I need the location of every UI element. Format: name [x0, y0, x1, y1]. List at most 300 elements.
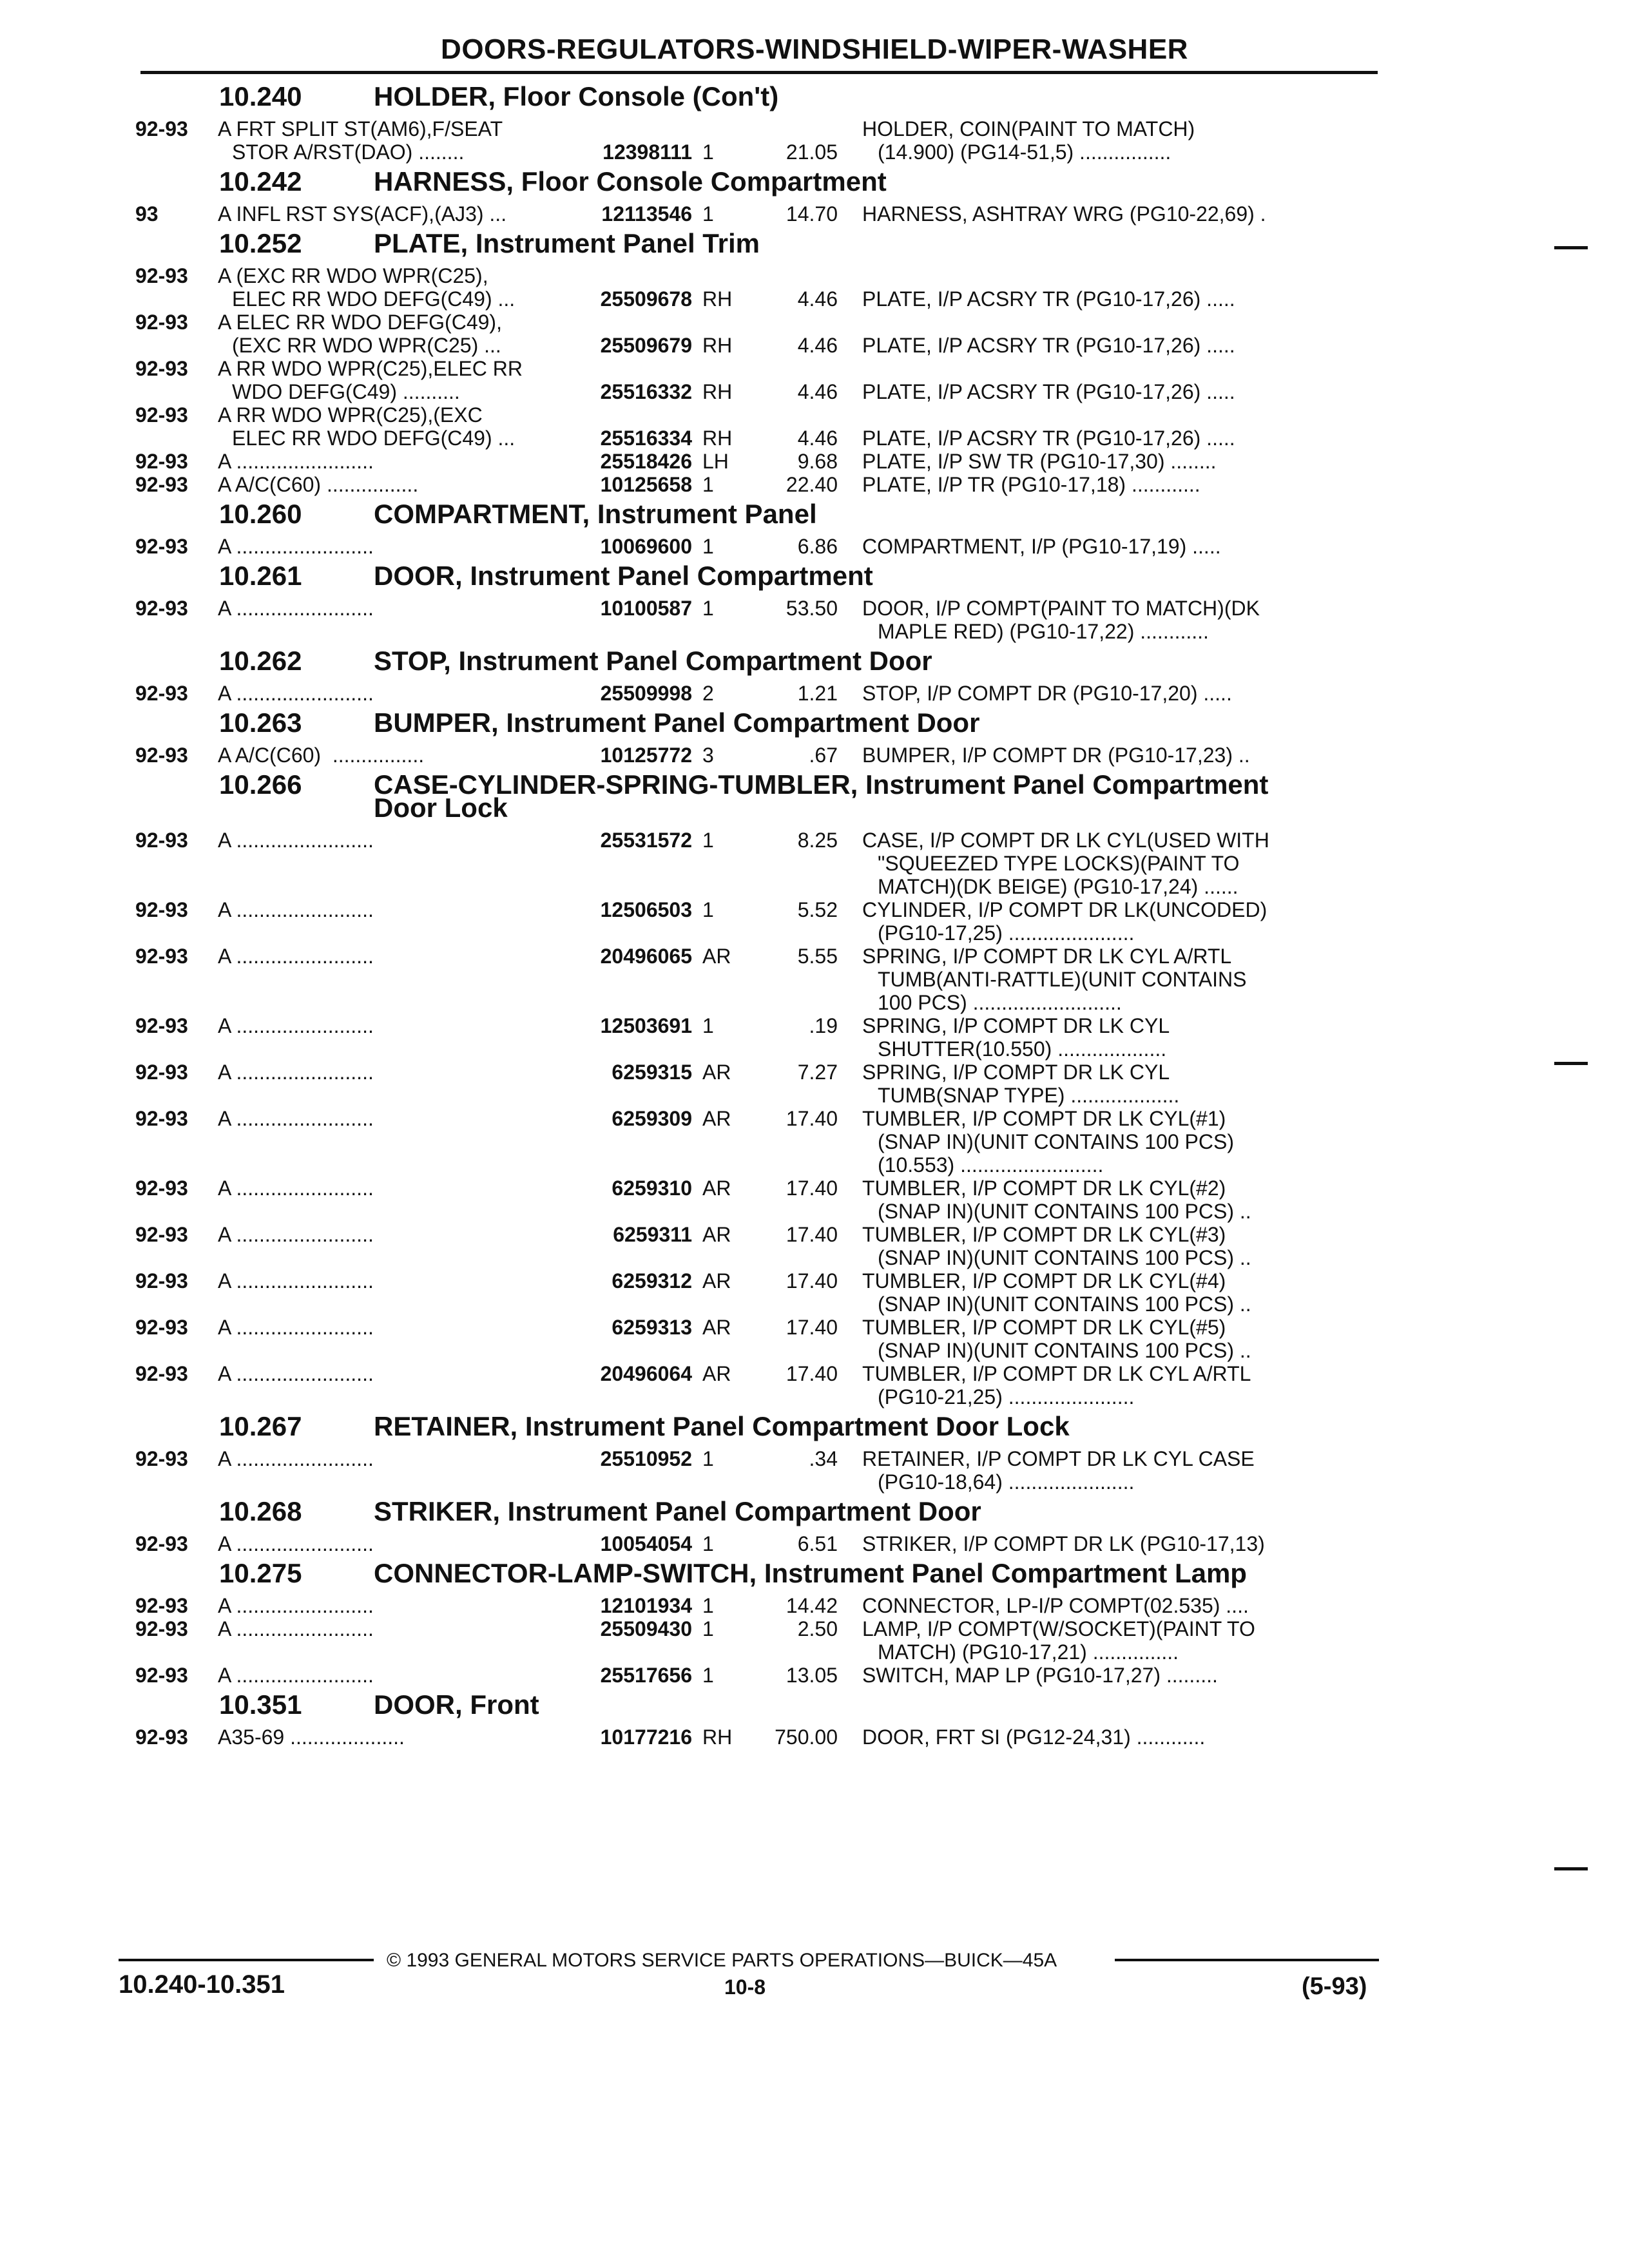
part-number: 6259311: [613, 1223, 692, 1246]
quantity: AR: [702, 1107, 731, 1130]
section-heading: [135, 1555, 1379, 1594]
usage-description: [218, 473, 566, 496]
part-name-line: RETAINER, I/P COMPT DR LK CYL CASE: [862, 1447, 1255, 1470]
part-number: 25516332: [600, 380, 692, 403]
usage-description: [218, 1177, 566, 1223]
part-name-line: CASE, I/P COMPT DR LK CYL(USED WITH: [862, 829, 1269, 852]
section-number: 10.267: [219, 1411, 302, 1441]
part-entry: [135, 264, 1379, 311]
list-price: 53.50: [786, 597, 838, 620]
part-entry: [135, 1107, 1379, 1177]
usage-description: [218, 945, 566, 1014]
list-price: .34: [809, 1447, 838, 1470]
footer-revision-date: (5-93): [1302, 1973, 1367, 2000]
part-name: [862, 1447, 1379, 1494]
list-price: 21.05: [786, 140, 838, 164]
part-name: [862, 450, 1379, 473]
model-years: 92-93: [135, 744, 188, 767]
part-name-line: TUMBLER, I/P COMPT DR LK CYL(#1): [862, 1107, 1226, 1130]
usage-description: [218, 1617, 566, 1664]
part-name: [862, 1725, 1379, 1749]
section-title: HOLDER, Floor Console (Con't): [374, 81, 779, 111]
part-name-line: STOP, I/P COMPT DR (PG10-17,20) .....: [862, 682, 1232, 705]
list-price: 9.68: [797, 450, 838, 473]
part-name-line: BUMPER, I/P COMPT DR (PG10-17,23) ..: [862, 744, 1250, 767]
part-name: [862, 1532, 1379, 1555]
model-years: 92-93: [135, 403, 188, 427]
section-title-line: CASE-CYLINDER-SPRING-TUMBLER, Instrument Panel Compartment: [374, 769, 1269, 800]
section-title: PLATE, Instrument Panel Trim: [374, 228, 760, 258]
part-name-line: TUMBLER, I/P COMPT DR LK CYL(#3): [862, 1223, 1226, 1246]
usage-line: A ........................: [218, 1316, 374, 1339]
usage-line: A ........................: [218, 829, 374, 852]
part-entry: [135, 1177, 1379, 1223]
part-name: [862, 357, 1379, 403]
section-number: 10.242: [219, 166, 302, 197]
usage-description: [218, 357, 566, 403]
part-name-line: [862, 403, 1379, 427]
usage-description: [218, 403, 566, 450]
list-price: 17.40: [786, 1316, 838, 1339]
part-number: 25509678: [600, 287, 692, 311]
part-number: 10054054: [600, 1532, 692, 1555]
model-years: 92-93: [135, 945, 188, 968]
part-number: 6259315: [612, 1061, 692, 1084]
part-name-line: PLATE, I/P ACSRY TR (PG10-17,26) .....: [862, 287, 1235, 311]
list-price: 6.86: [797, 535, 838, 558]
usage-description: [218, 1725, 566, 1749]
part-name-line: TUMBLER, I/P COMPT DR LK CYL(#4): [862, 1269, 1226, 1293]
list-price: 1.21: [797, 682, 838, 705]
list-price: 17.40: [786, 1362, 838, 1385]
model-years: 92-93: [135, 1447, 188, 1470]
quantity: 2: [702, 682, 714, 705]
list-price: .67: [809, 744, 838, 767]
part-name-line: (PG10-18,64) ......................: [878, 1470, 1135, 1494]
part-name-line: MATCH) (PG10-17,21) ...............: [878, 1640, 1179, 1664]
usage-line: A RR WDO WPR(C25),ELEC RR: [218, 357, 523, 380]
part-entry: [135, 1316, 1379, 1362]
model-years: 92-93: [135, 1014, 188, 1037]
usage-description: [218, 597, 566, 643]
part-entry: [135, 1447, 1379, 1494]
part-number: 25531572: [600, 829, 692, 852]
part-number: 20496064: [600, 1362, 692, 1385]
usage-description: [218, 450, 566, 473]
section-heading: [135, 1494, 1379, 1532]
list-price: 4.46: [797, 287, 838, 311]
list-price: .19: [809, 1014, 838, 1037]
list-price: 17.40: [786, 1107, 838, 1130]
part-name-line: "SQUEEZED TYPE LOCKS)(PAINT TO: [878, 852, 1240, 875]
usage-line: A ........................: [218, 682, 374, 705]
model-years: 92-93: [135, 597, 188, 620]
part-name-line: MATCH)(DK BEIGE) (PG10-17,24) ......: [878, 875, 1239, 898]
part-name: [862, 597, 1379, 643]
usage-description: [218, 898, 566, 945]
part-name-line: (14.900) (PG14-51,5) ................: [878, 140, 1171, 164]
part-name-line: SPRING, I/P COMPT DR LK CYL A/RTL: [862, 945, 1232, 968]
part-name: [862, 1617, 1379, 1664]
usage-line: A ELEC RR WDO DEFG(C49),: [218, 311, 502, 334]
part-name-line: DOOR, FRT SI (PG12-24,31) ............: [862, 1725, 1206, 1749]
usage-description: [218, 1316, 566, 1362]
part-number: 25518426: [600, 450, 692, 473]
model-years: 92-93: [135, 1594, 188, 1617]
quantity: RH: [702, 1725, 733, 1749]
section-heading: [135, 767, 1379, 829]
part-name: [862, 202, 1379, 226]
part-name: [862, 1061, 1379, 1107]
section-title-line: Door Lock: [374, 793, 508, 823]
model-years: 92-93: [135, 1177, 188, 1200]
part-name: [862, 311, 1379, 357]
section-title: DOOR, Front: [374, 1689, 539, 1720]
quantity: RH: [702, 380, 733, 403]
part-number: 12506503: [600, 898, 692, 921]
list-price: 5.55: [797, 945, 838, 968]
part-entry: [135, 945, 1379, 1014]
part-name-line: (PG10-21,25) ......................: [878, 1385, 1135, 1408]
footer-copyright: © 1993 GENERAL MOTORS SERVICE PARTS OPERATIONS—BUICK—45A: [387, 1950, 1057, 1971]
part-entry: [135, 597, 1379, 643]
section-heading: [135, 558, 1379, 597]
section-heading: [135, 643, 1379, 682]
part-name: [862, 473, 1379, 496]
usage-line: A ........................: [218, 1223, 374, 1246]
quantity: 3: [702, 744, 714, 767]
part-name-line: (PG10-17,25) ......................: [878, 921, 1135, 945]
quantity: 1: [702, 898, 714, 921]
part-name: [862, 264, 1379, 311]
part-name-line: [862, 311, 1379, 334]
usage-description: [218, 311, 566, 357]
usage-line: STOR A/RST(DAO) ........: [232, 140, 465, 164]
parts-listing: [135, 79, 1379, 1749]
part-name-line: [862, 264, 1379, 287]
section-number: 10.252: [219, 228, 302, 258]
part-entry: [135, 1014, 1379, 1061]
section-number: 10.275: [219, 1558, 302, 1588]
list-price: 6.51: [797, 1532, 838, 1555]
model-years: 92-93: [135, 1269, 188, 1293]
footer-rule-right: [1115, 1959, 1379, 1961]
usage-line: A ........................: [218, 1362, 374, 1385]
model-years: 92-93: [135, 450, 188, 473]
part-number: 6259313: [612, 1316, 692, 1339]
part-number: 10125772: [600, 744, 692, 767]
quantity: AR: [702, 1362, 731, 1385]
usage-line: A ........................: [218, 1107, 374, 1130]
usage-line: A ........................: [218, 1177, 374, 1200]
usage-description: [218, 829, 566, 898]
part-entry: [135, 744, 1379, 767]
part-number: 12398111: [602, 140, 692, 164]
part-number: 10100587: [600, 597, 692, 620]
quantity: RH: [702, 334, 733, 357]
model-years: 92-93: [135, 473, 188, 496]
part-name-line: (SNAP IN)(UNIT CONTAINS 100 PCS) ..: [878, 1339, 1251, 1362]
part-entry: [135, 682, 1379, 705]
section-heading: [135, 1687, 1379, 1725]
part-number: 12113546: [601, 202, 692, 226]
model-years: 92-93: [135, 1617, 188, 1640]
section-title: DOOR, Instrument Panel Compartment: [374, 561, 873, 591]
part-name-line: (SNAP IN)(UNIT CONTAINS 100 PCS) ..: [878, 1200, 1251, 1223]
section-number: 10.351: [219, 1689, 302, 1720]
header-rule: [140, 71, 1378, 74]
usage-description: [218, 682, 566, 705]
section-title: BUMPER, Instrument Panel Compartment Door: [374, 707, 980, 738]
quantity: AR: [702, 1223, 731, 1246]
margin-mark: [1554, 1867, 1588, 1870]
quantity: 1: [702, 1617, 714, 1640]
part-name: [862, 1014, 1379, 1061]
part-name: [862, 1107, 1379, 1177]
usage-line: A ........................: [218, 597, 374, 620]
usage-line: A ........................: [218, 1447, 374, 1470]
part-name-line: (SNAP IN)(UNIT CONTAINS 100 PCS): [878, 1130, 1234, 1153]
usage-line: A ........................: [218, 898, 374, 921]
quantity: 1: [702, 1532, 714, 1555]
part-number: 25509679: [600, 334, 692, 357]
part-number: 20496065: [600, 945, 692, 968]
usage-line: A ........................: [218, 1532, 374, 1555]
part-name-line: 100 PCS) ..........................: [878, 991, 1122, 1014]
section-number: 10.240: [219, 81, 302, 111]
part-name: [862, 829, 1379, 898]
part-name-line: PLATE, I/P TR (PG10-17,18) ............: [862, 473, 1200, 496]
part-name-line: DOOR, I/P COMPT(PAINT TO MATCH)(DK: [862, 597, 1260, 620]
part-name-line: TUMB(ANTI-RATTLE)(UNIT CONTAINS: [878, 968, 1247, 991]
quantity: 1: [702, 535, 714, 558]
list-price: 2.50: [797, 1617, 838, 1640]
part-number: 25517656: [600, 1664, 692, 1687]
footer-section-range: 10.240-10.351: [119, 1970, 285, 1999]
model-years: 92-93: [135, 1362, 188, 1385]
page-header: DOORS-REGULATORS-WINDSHIELD-WIPER-WASHER: [441, 34, 1188, 65]
part-name-line: LAMP, I/P COMPT(W/SOCKET)(PAINT TO: [862, 1617, 1255, 1640]
model-years: 92-93: [135, 1725, 188, 1749]
part-entry: [135, 1362, 1379, 1408]
part-name-line: (10.553) .........................: [878, 1153, 1104, 1177]
section-number: 10.263: [219, 707, 302, 738]
usage-description: [218, 1014, 566, 1061]
part-number: 25516334: [600, 427, 692, 450]
usage-description: [218, 744, 566, 767]
part-number: 6259310: [612, 1177, 692, 1200]
part-name-line: CYLINDER, I/P COMPT DR LK(UNCODED): [862, 898, 1268, 921]
part-entry: [135, 357, 1379, 403]
model-years: 92-93: [135, 1223, 188, 1246]
section-heading: [135, 79, 1379, 117]
quantity: RH: [702, 287, 733, 311]
part-number: 25509430: [600, 1617, 692, 1640]
quantity: AR: [702, 1177, 731, 1200]
list-price: 8.25: [797, 829, 838, 852]
quantity: 1: [702, 1014, 714, 1037]
part-entry: [135, 1223, 1379, 1269]
part-name: [862, 1316, 1379, 1362]
part-name: [862, 682, 1379, 705]
model-years: 92-93: [135, 1107, 188, 1130]
usage-description: [218, 1061, 566, 1107]
part-name-line: SHUTTER(10.550) ...................: [878, 1037, 1167, 1061]
usage-description: [218, 1362, 566, 1408]
part-name-line: CONNECTOR, LP-I/P COMPT(02.535) ....: [862, 1594, 1249, 1617]
model-years: 92-93: [135, 829, 188, 852]
part-name-line: SWITCH, MAP LP (PG10-17,27) .........: [862, 1664, 1218, 1687]
usage-line: ELEC RR WDO DEFG(C49) ...: [232, 427, 516, 450]
part-name-line: TUMBLER, I/P COMPT DR LK CYL(#2): [862, 1177, 1226, 1200]
part-name-line: (SNAP IN)(UNIT CONTAINS 100 PCS) ..: [878, 1293, 1251, 1316]
part-entry: [135, 898, 1379, 945]
part-entry: [135, 202, 1379, 226]
section-title: CONNECTOR-LAMP-SWITCH, Instrument Panel Compartment Lamp: [374, 1558, 1247, 1588]
part-entry: [135, 117, 1379, 164]
usage-line: A A/C(C60) ................: [218, 473, 419, 496]
section-heading: [135, 164, 1379, 202]
usage-line: ELEC RR WDO DEFG(C49) ...: [232, 287, 516, 311]
part-number: 6259312: [612, 1269, 692, 1293]
part-number: 25509998: [600, 682, 692, 705]
quantity: 1: [702, 1447, 714, 1470]
list-price: 5.52: [797, 898, 838, 921]
list-price: 13.05: [786, 1664, 838, 1687]
usage-line: A ........................: [218, 1014, 374, 1037]
quantity: LH: [702, 450, 729, 473]
quantity: AR: [702, 945, 731, 968]
part-name-line: TUMBLER, I/P COMPT DR LK CYL A/RTL: [862, 1362, 1251, 1385]
part-number: 6259309: [612, 1107, 692, 1130]
usage-description: [218, 1447, 566, 1494]
usage-line: A INFL RST SYS(ACF),(AJ3) ...: [218, 202, 507, 226]
part-number: 25510952: [600, 1447, 692, 1470]
part-name: [862, 945, 1379, 1014]
part-number: 10177216: [600, 1725, 692, 1749]
section-number: 10.260: [219, 499, 302, 529]
part-number: 10125658: [600, 473, 692, 496]
footer-rule-left: [119, 1959, 374, 1961]
quantity: 1: [702, 1664, 714, 1687]
part-entry: [135, 535, 1379, 558]
usage-line: A ........................: [218, 1269, 374, 1293]
quantity: 1: [702, 597, 714, 620]
list-price: 4.46: [797, 334, 838, 357]
part-entry: [135, 311, 1379, 357]
part-name-line: (SNAP IN)(UNIT CONTAINS 100 PCS) ..: [878, 1246, 1251, 1269]
section-title: [374, 769, 1379, 823]
part-name: [862, 1177, 1379, 1223]
list-price: 14.70: [786, 202, 838, 226]
part-name-line: STRIKER, I/P COMPT DR LK (PG10-17,13): [862, 1532, 1265, 1555]
usage-line: A (EXC RR WDO WPR(C25),: [218, 264, 488, 287]
list-price: 17.40: [786, 1269, 838, 1293]
section-number: 10.261: [219, 561, 302, 591]
usage-line: A35-69 ....................: [218, 1725, 405, 1749]
part-name: [862, 535, 1379, 558]
section-title: STRIKER, Instrument Panel Compartment Door: [374, 1496, 981, 1526]
section-title: COMPARTMENT, Instrument Panel: [374, 499, 817, 529]
part-number: 10069600: [600, 535, 692, 558]
part-name: [862, 898, 1379, 945]
quantity: AR: [702, 1316, 731, 1339]
part-name-line: SPRING, I/P COMPT DR LK CYL: [862, 1061, 1170, 1084]
part-entry: [135, 473, 1379, 496]
part-name-line: COMPARTMENT, I/P (PG10-17,19) .....: [862, 535, 1221, 558]
usage-description: [218, 1594, 566, 1617]
part-name-line: TUMBLER, I/P COMPT DR LK CYL(#5): [862, 1316, 1226, 1339]
section-number: 10.262: [219, 646, 302, 676]
usage-description: [218, 264, 566, 311]
usage-description: [218, 1269, 566, 1316]
part-entry: [135, 450, 1379, 473]
list-price: 17.40: [786, 1223, 838, 1246]
part-entry: [135, 1664, 1379, 1687]
part-entry: [135, 1725, 1379, 1749]
footer-page-number: 10-8: [724, 1975, 766, 1999]
quantity: 1: [702, 140, 714, 164]
section-heading: [135, 496, 1379, 535]
part-name: [862, 1594, 1379, 1617]
part-name: [862, 1223, 1379, 1269]
list-price: 4.46: [797, 380, 838, 403]
quantity: 1: [702, 473, 714, 496]
part-name-line: TUMB(SNAP TYPE) ...................: [878, 1084, 1180, 1107]
section-title: RETAINER, Instrument Panel Compartment Door Lock: [374, 1411, 1070, 1441]
usage-description: [218, 1223, 566, 1269]
quantity: RH: [702, 427, 733, 450]
part-entry: [135, 403, 1379, 450]
usage-line: (EXC RR WDO WPR(C25) ...: [232, 334, 501, 357]
usage-line: A ........................: [218, 1617, 374, 1640]
model-years: 92-93: [135, 264, 188, 287]
quantity: 1: [702, 202, 714, 226]
part-entry: [135, 1594, 1379, 1617]
model-years: 92-93: [135, 117, 188, 140]
quantity: 1: [702, 829, 714, 852]
part-name-line: SPRING, I/P COMPT DR LK CYL: [862, 1014, 1170, 1037]
usage-description: [218, 1664, 566, 1687]
usage-line: A ........................: [218, 450, 374, 473]
part-name: [862, 117, 1379, 164]
part-entry: [135, 1532, 1379, 1555]
model-years: 92-93: [135, 898, 188, 921]
part-name: [862, 744, 1379, 767]
section-number: 10.266: [219, 769, 302, 800]
part-entry: [135, 1269, 1379, 1316]
section-number: 10.268: [219, 1496, 302, 1526]
usage-line: A ........................: [218, 945, 374, 968]
part-name: [862, 403, 1379, 450]
model-years: 92-93: [135, 1664, 188, 1687]
usage-description: [218, 1107, 566, 1177]
part-name-line: PLATE, I/P ACSRY TR (PG10-17,26) .....: [862, 334, 1235, 357]
margin-mark: [1554, 1062, 1588, 1065]
list-price: 14.42: [786, 1594, 838, 1617]
part-entry: [135, 829, 1379, 898]
part-entry: [135, 1617, 1379, 1664]
model-years: 93: [135, 202, 159, 226]
list-price: 750.00: [775, 1725, 838, 1749]
part-name-line: PLATE, I/P SW TR (PG10-17,30) ........: [862, 450, 1217, 473]
usage-description: [218, 535, 566, 558]
section-title: STOP, Instrument Panel Compartment Door: [374, 646, 932, 676]
list-price: 22.40: [786, 473, 838, 496]
part-name: [862, 1269, 1379, 1316]
part-name: [862, 1362, 1379, 1408]
usage-description: [218, 1532, 566, 1555]
